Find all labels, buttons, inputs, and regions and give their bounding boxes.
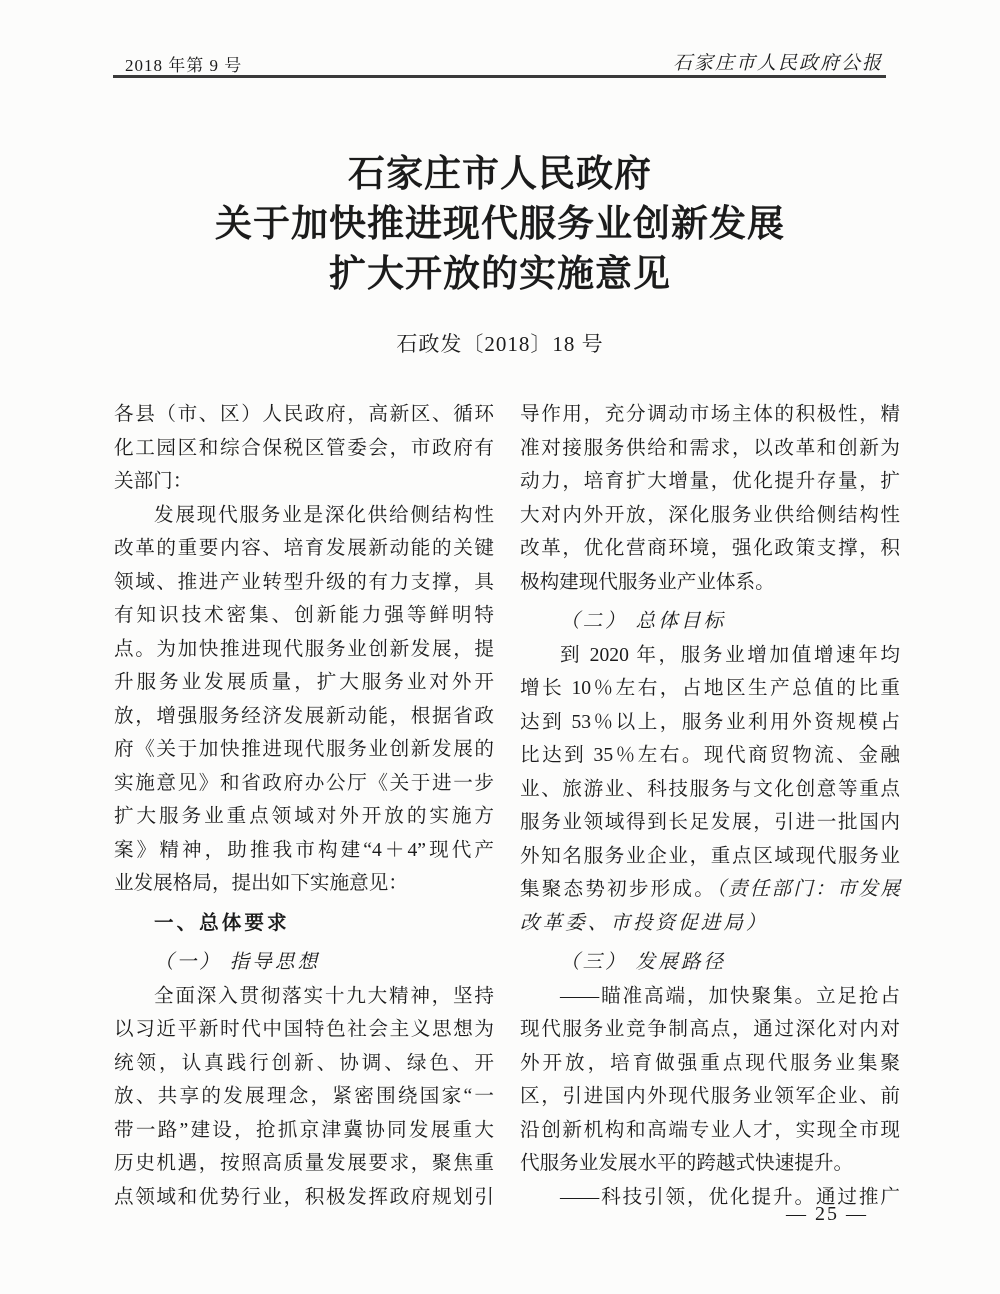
page-number: — 25 —: [786, 1203, 868, 1225]
text-line: 府《关于加快推进现代服务业创新发展的: [114, 739, 494, 760]
text-line: 带一路”建设，抢抓京津冀协同发展重大: [114, 1119, 494, 1141]
text-line: 改革的重要内容、培育发展新动能的关键: [114, 538, 494, 559]
text-line: 大对内外开放，深化服务业供给侧结构性: [520, 504, 900, 526]
body-columns: [114, 398, 900, 1214]
text-line: 关部门：: [114, 471, 193, 492]
text-line: 升服务业发展质量，扩大服务业对外开: [114, 672, 494, 693]
header-rule: [113, 75, 886, 78]
text-line: 有知识技术密集、创新能力强等鲜明特: [114, 605, 494, 626]
text-line: 沿创新机构和高端专业人才，实现全市现: [520, 1119, 900, 1141]
text-segment: 集聚态势初步形成。: [520, 879, 716, 900]
text-line: ——科技引领，优化提升。通过推广: [560, 1186, 900, 1208]
text-line: 发展现代服务业是深化供给侧结构性: [154, 504, 494, 526]
text-line: 领域、推进产业转型升级的有力支撑，具: [114, 571, 494, 593]
document-title: [0, 150, 1000, 300]
text-line: 现代服务业竞争制高点，通过深化对内对: [520, 1019, 900, 1040]
text-line: 动力，培育扩大增量，优化提升存量，扩: [520, 471, 900, 492]
subsection-heading: （一） 指导思想: [154, 952, 321, 973]
document-title-line-3: 扩大开放的实施意见: [329, 254, 671, 295]
text-line: 比达到 35％左右。现代商贸物流、金融: [520, 745, 900, 766]
gazette-name: 石家庄市人民政府公报: [672, 53, 883, 74]
text-line: [520, 873, 900, 907]
text-line: 达到 53％以上，服务业利用外资规模占: [520, 711, 900, 733]
text-line: 点。为加快推进现代服务业创新发展，提: [114, 638, 494, 660]
text-line: 历史机遇，按照高质量发展要求，聚焦重: [114, 1153, 494, 1174]
text-line: 代服务业发展水平的跨越式快速提升。: [520, 1153, 854, 1174]
text-line: 改革，优化营商环境，强化政策支撑，积: [520, 538, 900, 559]
text-line: 外开放，培育做强重点现代服务业集聚: [520, 1052, 900, 1074]
text-line: 实施意见》和省政府办公厅《关于进一步: [114, 772, 494, 794]
text-line: 服务业领域得到长足发展，引进一批国内: [520, 812, 900, 833]
document-title-line-1: 石家庄市人民政府: [348, 154, 652, 195]
text-column-right: [520, 398, 900, 1214]
text-line: 点领域和优势行业，积极发挥政府规划引: [114, 1186, 494, 1208]
issue-number: 2018 年第 9 号: [125, 56, 243, 75]
text-line: 导作用，充分调动市场主体的积极性，精: [520, 404, 900, 425]
text-line: 到 2020 年，服务业增加值增速年均: [560, 644, 900, 666]
text-line: 极构建现代服务业产业体系。: [520, 571, 775, 593]
text-line: 放、共享的发展理念，紧密围绕国家“一: [114, 1086, 494, 1107]
text-line: 业发展格局，提出如下实施意见：: [114, 873, 408, 894]
document-title-line-2: 关于加快推进现代服务业创新发展: [215, 204, 785, 245]
text-line: 外知名服务业企业，重点区域现代服务业: [520, 845, 900, 867]
text-line: 各县（市、区）人民政府，高新区、循环: [114, 404, 494, 425]
subsection-heading: （二） 总体目标: [560, 611, 727, 632]
section-heading: 一、总体要求: [154, 911, 290, 934]
text-line: 案》精神，助推我市构建“4＋4”现代产: [114, 839, 494, 861]
text-line: 全面深入贯彻落实十九大精神，坚持: [154, 985, 494, 1007]
text-line: 放，增强服务经济发展新动能，根据省政: [114, 705, 494, 727]
text-line: 业、旅游业、科技服务与文化创意等重点: [520, 778, 900, 800]
responsibility-note: （责任部门：市发展: [716, 879, 901, 900]
text-line: 以习近平新时代中国特色社会主义思想为: [114, 1019, 494, 1040]
text-line: 扩大服务业重点领域对外开放的实施方: [114, 806, 494, 827]
text-column-left: [114, 398, 494, 1214]
text-line: 改革委、市投资促进局）: [520, 912, 769, 934]
text-line: 化工园区和综合保税区管委会，市政府有: [114, 437, 494, 459]
subsection-heading: （三） 发展路径: [560, 952, 727, 973]
text-line: 区，引进国内外现代服务业领军企业、前: [520, 1086, 900, 1107]
text-line: 增长 10％左右，占地区生产总值的比重: [520, 678, 900, 699]
text-line: 准对接服务供给和需求，以改革和创新为: [520, 437, 900, 459]
text-line: ——瞄准高端，加快聚集。立足抢占: [560, 985, 900, 1007]
document-number: 石政发〔2018〕18 号: [396, 332, 604, 356]
text-line: 统领，认真践行创新、协调、绿色、开: [114, 1052, 494, 1074]
